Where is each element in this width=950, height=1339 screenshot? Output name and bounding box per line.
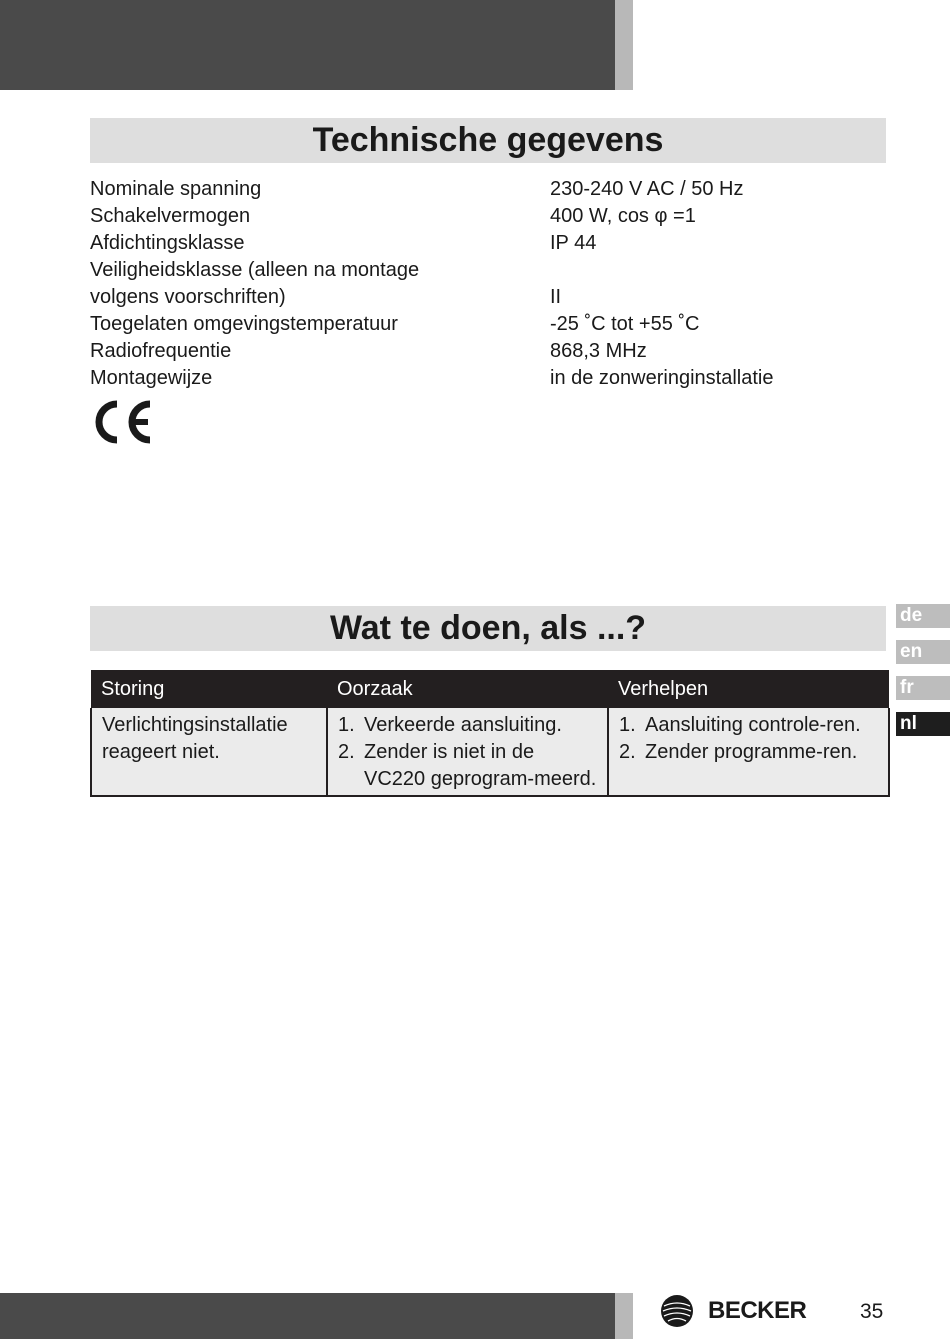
spec-label: Montagewijze — [90, 367, 213, 389]
technical-heading: Technische gegevens — [90, 118, 886, 163]
spec-label: Nominale spanning — [90, 178, 262, 200]
spec-value: 868,3 MHz — [550, 340, 647, 362]
spec-row — [90, 203, 890, 230]
spec-value: 230-240 V AC / 50 Hz — [550, 178, 744, 200]
troubleshooting-heading: Wat te doen, als ...? — [90, 606, 886, 651]
spec-label: Schakelvermogen — [90, 205, 251, 227]
header-remedy: Verhelpen — [608, 670, 889, 708]
top-bar — [0, 0, 615, 90]
brand-name: BECKER — [708, 1297, 807, 1324]
spec-value: in de zonweringinstallatie — [550, 367, 774, 389]
lang-tab-de[interactable]: de — [896, 604, 950, 628]
list-text: Verkeerde aansluiting. — [364, 714, 562, 736]
spec-row — [90, 257, 890, 284]
list-number: 1. — [338, 714, 355, 736]
spec-row — [90, 284, 890, 311]
spec-row — [90, 230, 890, 257]
list-text: Zender programme-ren. — [645, 741, 858, 763]
cause-list — [338, 712, 597, 793]
page-number: 35 — [860, 1300, 884, 1323]
spec-value: -25 ˚C tot +55 ˚C — [550, 313, 700, 335]
header-fault: Storing — [91, 670, 327, 708]
spec-value: 400 W, cos φ =1 — [550, 205, 696, 227]
troubleshooting-table — [90, 670, 890, 797]
list-item — [338, 712, 597, 739]
spec-row — [90, 311, 890, 338]
list-text: Zender is niet in de VC220 geprogram-meerd. — [364, 741, 597, 790]
spec-value: IP 44 — [550, 232, 597, 254]
spec-label: Veiligheidsklasse (alleen na montage — [90, 259, 420, 281]
spec-row — [90, 338, 890, 365]
table-header-row — [91, 670, 889, 708]
list-text: Aansluiting controle-ren. — [645, 714, 861, 736]
spec-value: II — [550, 286, 562, 308]
spec-label: Afdichtingsklasse — [90, 232, 245, 254]
spec-label: Radiofrequentie — [90, 340, 232, 362]
list-item — [338, 739, 597, 793]
spec-label: volgens voorschriften) — [90, 286, 286, 308]
spec-row — [90, 365, 890, 392]
list-item — [619, 739, 878, 766]
lang-tab-nl[interactable]: nl — [896, 712, 950, 736]
lang-tab-en[interactable]: en — [896, 640, 950, 664]
ce-mark-icon — [90, 398, 154, 446]
cause-cell — [327, 708, 608, 796]
list-number: 2. — [619, 741, 636, 763]
becker-logo-icon — [660, 1294, 694, 1328]
spec-row — [90, 176, 890, 203]
spec-label: Toegelaten omgevingstemperatuur — [90, 313, 398, 335]
header-cause: Oorzaak — [327, 670, 608, 708]
remedy-cell — [608, 708, 889, 796]
list-number: 2. — [338, 741, 355, 763]
top-bar-accent — [615, 0, 633, 90]
remedy-list — [619, 712, 878, 766]
bottom-bar — [0, 1293, 615, 1339]
table-row — [91, 708, 889, 796]
fault-cell: Verlichtingsinstallatie reageert niet. — [91, 708, 327, 796]
lang-tab-fr[interactable]: fr — [896, 676, 950, 700]
list-number: 1. — [619, 714, 636, 736]
list-item — [619, 712, 878, 739]
bottom-bar-accent — [615, 1293, 633, 1339]
